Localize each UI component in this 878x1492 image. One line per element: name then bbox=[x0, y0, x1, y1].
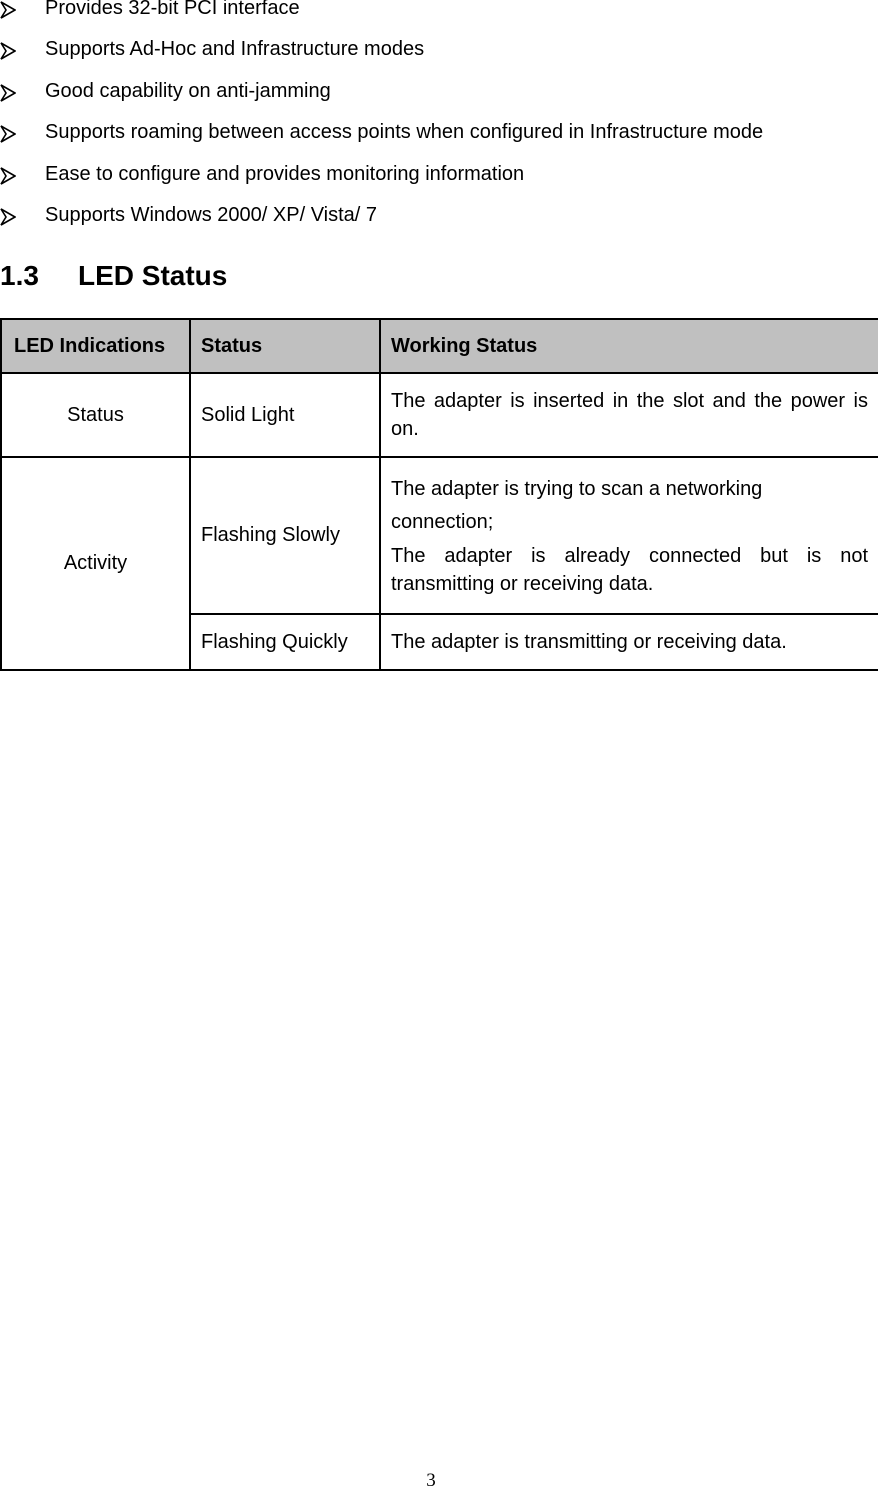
status-cell: Solid Light bbox=[190, 373, 380, 457]
page-number: 3 bbox=[426, 1470, 436, 1491]
header-working-status: Working Status bbox=[380, 319, 878, 373]
arrow-bullet-icon bbox=[0, 166, 16, 186]
arrow-bullet-icon bbox=[0, 0, 16, 20]
header-status: Status bbox=[190, 319, 380, 373]
indication-cell: Status bbox=[1, 373, 190, 457]
header-led-indications: LED Indications bbox=[1, 319, 190, 373]
table-row bbox=[1, 457, 878, 614]
table-row bbox=[1, 373, 878, 457]
working-status-cell: The adapter is inserted in the slot and the power is on. bbox=[380, 373, 878, 457]
working-status-cell: The adapter is transmitting or receiving data. bbox=[380, 614, 878, 670]
table-header-row bbox=[1, 319, 878, 373]
working-status-line: The adapter is already connected but is not transmitting or receiving data. bbox=[391, 545, 868, 595]
arrow-bullet-icon bbox=[0, 124, 16, 144]
feature-text: Ease to configure and provides monitoring information bbox=[45, 163, 525, 185]
feature-text: Supports roaming between access points when configured in Infrastructure mode bbox=[45, 121, 764, 143]
led-status-table bbox=[0, 318, 878, 671]
arrow-bullet-icon bbox=[0, 83, 16, 103]
arrow-bullet-icon bbox=[0, 41, 16, 61]
section-number: 1.3 bbox=[0, 260, 39, 291]
working-status-line: The adapter is trying to scan a networking connection; bbox=[391, 478, 763, 533]
arrow-bullet-icon bbox=[0, 207, 16, 227]
feature-text: Provides 32-bit PCI interface bbox=[45, 0, 300, 19]
indication-cell: Activity bbox=[1, 457, 190, 670]
status-cell: Flashing Slowly bbox=[190, 457, 380, 614]
feature-text: Supports Windows 2000/ XP/ Vista/ 7 bbox=[45, 204, 378, 226]
section-title: LED Status bbox=[78, 260, 228, 291]
status-cell: Flashing Quickly bbox=[190, 614, 380, 670]
feature-text: Good capability on anti-jamming bbox=[45, 80, 331, 102]
working-status-cell bbox=[380, 457, 878, 614]
feature-text: Supports Ad-Hoc and Infrastructure modes bbox=[45, 38, 425, 60]
